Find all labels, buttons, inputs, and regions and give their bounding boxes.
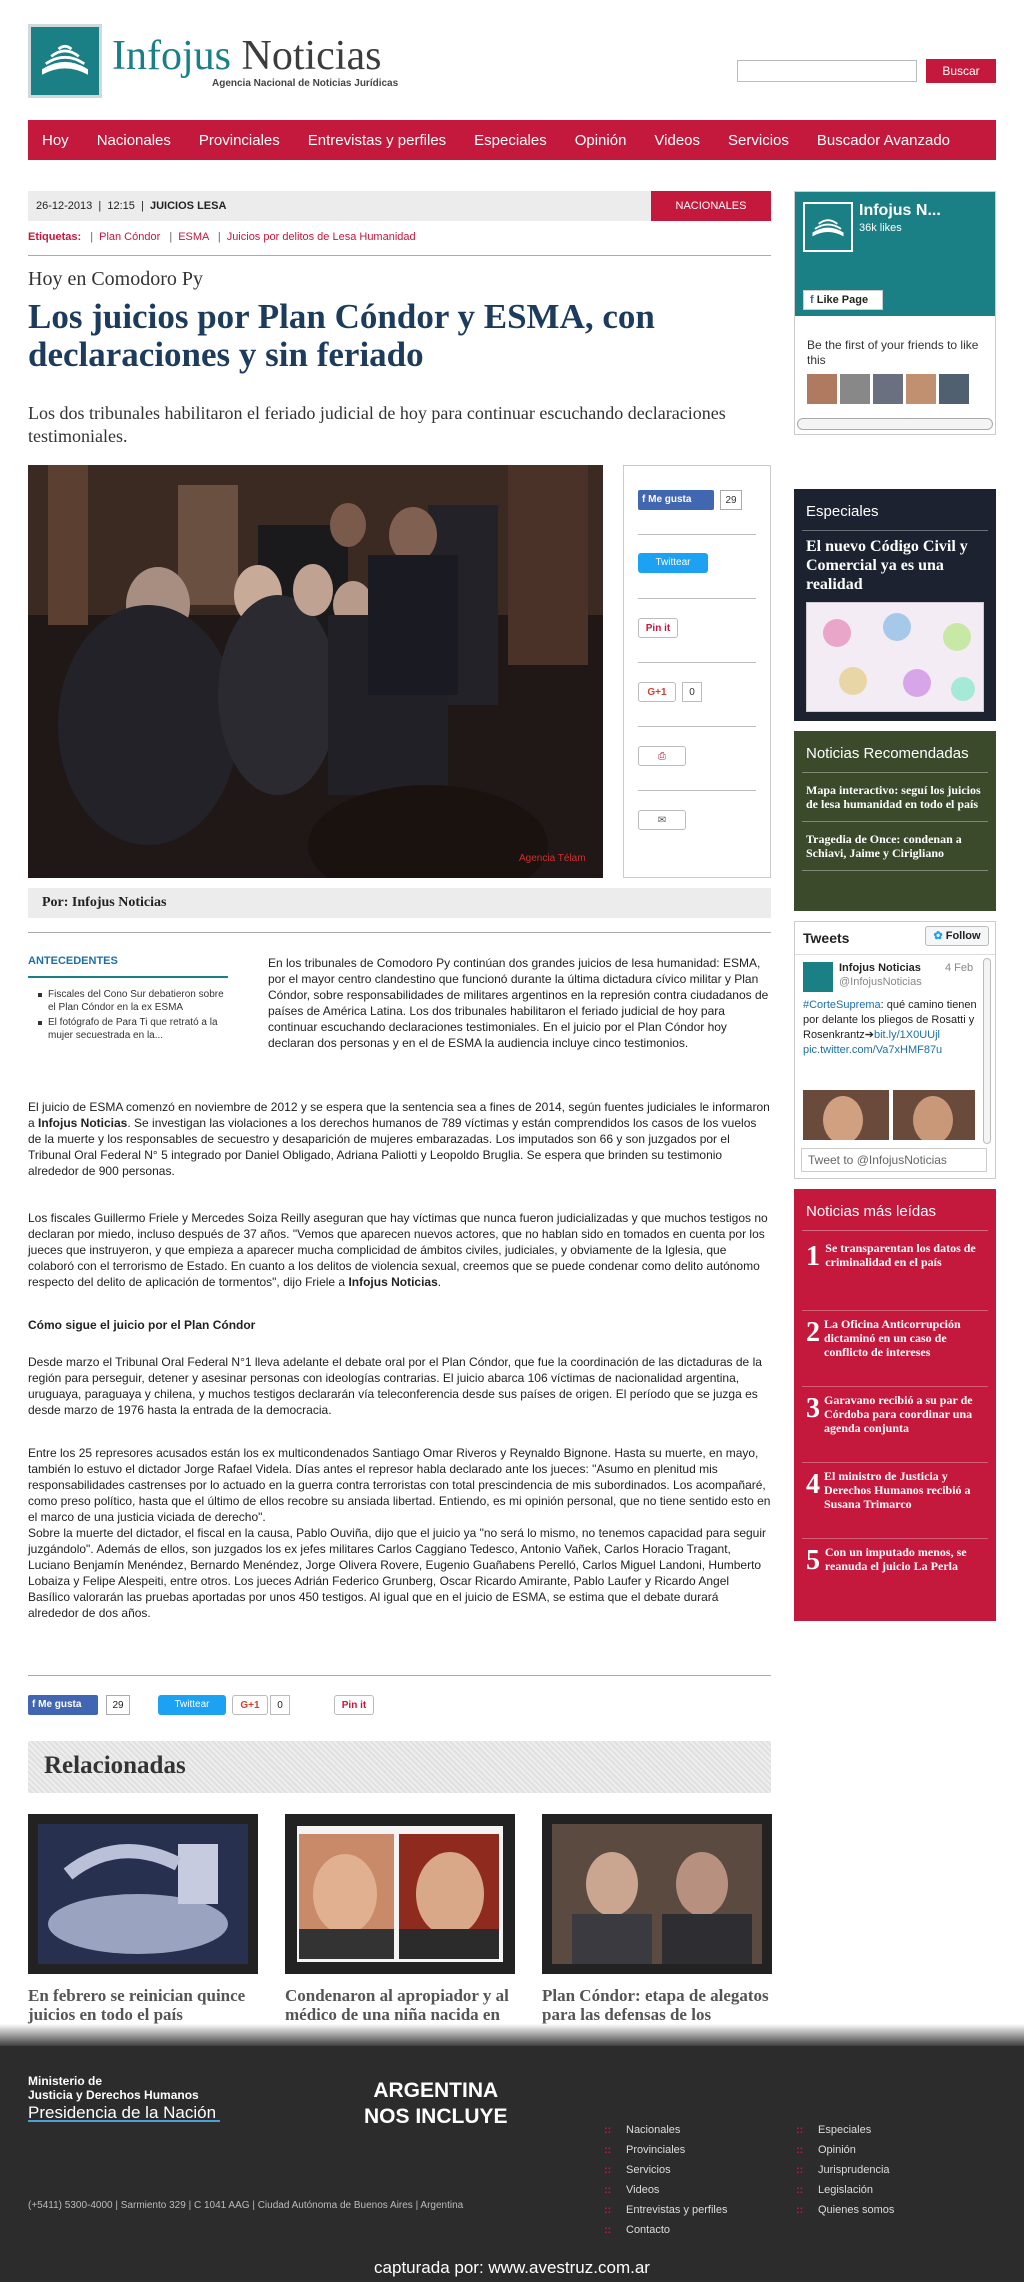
search-button[interactable]: Buscar <box>926 59 996 83</box>
tweet-hashtag[interactable]: #CorteSuprema <box>803 999 881 1011</box>
divider <box>802 530 988 531</box>
article-date: 26-12-2013 <box>36 200 93 212</box>
antecedente-link[interactable]: El fotógrafo de Para Ti que retrató a la mujer secuestrada en la... <box>38 1016 228 1042</box>
fb-friends-text: Be the first of your friends to like this <box>807 338 979 367</box>
ministry-line: Justicia y Derechos Humanos <box>28 2088 199 2102</box>
presidency-text: Presidencia de la Nación <box>28 2106 220 2122</box>
fb-like-page-label: Like Page <box>816 294 869 306</box>
mas-leidas-item[interactable] <box>802 1311 988 1387</box>
tweet-user[interactable]: Infojus Noticias <box>839 962 921 974</box>
brand-part-2: Noticias <box>231 33 382 79</box>
article-subheading: Cómo sigue el juicio por el Plan Cóndor <box>28 1318 256 1332</box>
footer-link[interactable]: :: Contacto <box>604 2224 670 2236</box>
footer-link[interactable]: :: Servicios <box>604 2164 671 2176</box>
fb-like-page-button[interactable] <box>803 290 883 310</box>
related-image[interactable] <box>285 1814 515 1974</box>
brand-name[interactable] <box>112 34 381 78</box>
footer <box>0 2046 1024 2282</box>
text-run: Los fiscales Guillermo Friele y Mercedes Soiza Reilly aseguran que hay víctimas que nunca fueron judicializadas y que muchos testigos no declaran por miedo, incluso después de 37 años. "Vemos que aparecen nuevos actores, que no hablan sido en tomados en cuenta por los jueces que instruyeron, y que empieza a aparecer mucha complicidad de ámbitos civiles, judiciales, y obviamente de la Iglesia, que colaboró con el terrorismo de Estado. En cuanto a los delitos de violencia sexual, creemos que se puede condenar como delito autónomo respecto del delito de aplicación de tormentos", dijo Friele a <box>28 1211 768 1289</box>
share-column <box>623 465 771 878</box>
vertical-scrollbar[interactable] <box>983 958 991 1144</box>
print-button[interactable] <box>638 746 686 766</box>
article-paragraph <box>28 1099 771 1179</box>
site-logo[interactable] <box>28 24 102 98</box>
related-image[interactable] <box>542 1814 772 1974</box>
recomendadas-title: Noticias Recomendadas <box>806 745 969 762</box>
book-logo-icon <box>31 27 99 95</box>
tags-row: Etiquetas: | Plan Cóndor | ESMA | Juicios por delitos de Lesa Humanidad <box>28 231 416 243</box>
especiales-headline[interactable]: El nuevo Código Civil y Comercial ya es una realidad <box>806 538 968 593</box>
mas-leidas-link[interactable]: Garavano recibió a su par de Córdoba para coordinar una agenda conjunta <box>824 1393 973 1435</box>
mas-leidas-link[interactable]: Se transparentan los datos de criminalidad en el país <box>825 1241 976 1269</box>
tweets-title: Tweets <box>803 930 850 946</box>
argentina-logo <box>364 2078 508 2130</box>
tweet-link[interactable]: bit.ly/1X0UUjl <box>873 1029 940 1041</box>
related-link[interactable]: Plan Cóndor: etapa de alegatos para las defensas de los <box>542 1986 769 2024</box>
tweet-text: : qué camino tienen por delante los pliegos de Rosatti y Rosenkrantz➔ <box>803 999 977 1041</box>
main-nav <box>28 120 996 160</box>
text-run: . Se investigan las violaciones a los derechos humanos de 789 víctimas y están comprendidos los casos de los vuelos de la muerte y los responsables de secuestro y desaparición de mujeres embarazadas. Los imputados son 66 y son juzgados por el Tribunal Oral Federal N° 5 integrado por Daniel Obligado, Adriana Paliotti y Leopoldo Bruglia. Se espera que brinden su testimonio alrededor de 900 personas. <box>28 1116 757 1178</box>
divider <box>802 772 988 773</box>
recomendada-link[interactable]: Mapa interactivo: seguí los juicios de lesa humanidad en todo el país <box>806 783 981 811</box>
article-paragraph: Sobre la muerte del dictador, el fiscal en la causa, Pablo Ouviña, dijo que el juicio ya "no será lo mismo, no tenemos capacidad para seguir juzgándolo". Además de ellos, son juzgados los ex jefes militares Carlos Caggiano Tedesco, Antonio Vañek, Carlos Horacio Tragant, Luciano Benjamín Menéndez, Bernardo Menéndez, Jorge Olivera Rovere, Eugenio Guañabens Perelló, Carlos Miguel Landoni, Humberto Lobaiza y Felipe Alespeiti, entre otros. Los jueces Adrián Federico Grunberg, Oscar Ricardo Amirante, Pablo Laufer y Ricardo Angel Basílico valorarán las pruebas aportadas por unos 450 testigos. Al igual que en el juicio de ESMA, se estima que el debate durará alrededor de dos años. <box>28 1526 767 1620</box>
divider <box>802 821 988 822</box>
divider <box>802 1230 988 1231</box>
footer-link[interactable]: :: Especiales <box>796 2124 871 2136</box>
tweet-date: 4 Feb <box>945 962 974 974</box>
facebook-like-label: Me gusta <box>38 1699 82 1710</box>
page-avatar <box>803 202 853 252</box>
facebook-like-label: Me gusta <box>648 494 692 505</box>
facebook-page-widget <box>794 191 996 435</box>
mas-leidas-link[interactable]: El ministro de Justicia y Derechos Humanos recibió a Susana Trimarco <box>824 1469 971 1511</box>
footer-link[interactable]: :: Entrevistas y perfiles <box>604 2204 727 2216</box>
avatar <box>803 962 833 992</box>
search-input[interactable] <box>737 60 917 82</box>
rank-number: 2 <box>806 1317 820 1348</box>
footer-link[interactable]: :: Jurisprudencia <box>796 2164 890 2176</box>
tweet-image[interactable] <box>803 1090 975 1140</box>
divider <box>802 870 988 871</box>
tags-label: Etiquetas: <box>28 231 82 243</box>
antecedentes-list <box>38 988 228 1044</box>
tweet-compose-input[interactable]: Tweet to @InfojusNoticias <box>801 1148 987 1172</box>
related-link[interactable]: Condenaron al apropiador y al médico de una niña nacida en <box>285 1986 509 2024</box>
mas-leidas-item[interactable] <box>802 1235 988 1311</box>
facebook-like-button[interactable] <box>638 490 714 510</box>
argentina-line: NOS INCLUYE <box>364 2105 508 2128</box>
tag-link[interactable]: ESMA <box>178 231 209 243</box>
divider <box>795 954 995 955</box>
article-lead: Los dos tribunales habilitaron el feriado judicial de hoy para continuar escuchando declaraciones testimoniales. <box>28 403 726 446</box>
article-headline: Los juicios por Plan Cóndor y ESMA, con declaraciones y sin feriado <box>28 297 655 374</box>
footer-link[interactable]: :: Opinión <box>796 2144 856 2156</box>
footer-address: (+5411) 5300-4000 | Sarmiento 329 | C 1041 AAG | Ciudad Autónoma de Buenos Aires | Argentina <box>28 2200 464 2211</box>
facebook-icon: f <box>810 294 817 306</box>
twitter-follow-button[interactable] <box>925 926 989 946</box>
nav-item-hoy[interactable]: Hoy <box>42 131 69 149</box>
related-link[interactable]: En febrero se reinician quince juicios en todo el país <box>28 1986 246 2024</box>
mas-leidas-link[interactable]: Con un imputado menos, se reanuda el juicio La Perla <box>824 1545 967 1573</box>
article-paragraph: Desde marzo el Tribunal Oral Federal N°1 lleva adelante el debate oral por el Plan Cóndor, que fue la coordinación de las dictaduras de la región para perseguir, detener y asesinar personas con ideologías contrarias. El juicio abarca 106 víctimas de nacionalidad argentina, uruguaya, paraguaya y chilena, y muchos testigos declararán vía teleconferencia desde sus países de origen. El período que se juzga es desde marzo de 1976 hasta la entrada de la democracia. <box>28 1355 762 1417</box>
divider <box>28 1675 771 1676</box>
author-bar: Por: Infojus Noticias <box>28 888 771 918</box>
especiales-title: Especiales <box>806 503 879 520</box>
google-plus-count: 0 <box>682 682 702 702</box>
tag-link[interactable]: Plan Cóndor <box>99 231 161 243</box>
argentina-line: ARGENTINA <box>373 2079 499 2102</box>
especiales-image[interactable] <box>806 602 984 712</box>
nav-item-buscador[interactable]: Buscador Avanzado <box>816 131 951 149</box>
horizontal-scrollbar[interactable] <box>797 418 993 430</box>
rank-number: 3 <box>806 1393 820 1424</box>
divider <box>638 662 756 663</box>
envelope-icon: ✉ <box>657 815 667 826</box>
divider <box>28 976 228 978</box>
google-plus-button[interactable]: G+1 <box>638 682 676 702</box>
google-plus-button-bottom[interactable]: G+1 <box>232 1695 268 1715</box>
twitter-share-button[interactable]: Twittear <box>638 553 708 573</box>
article-paragraph <box>28 1210 771 1290</box>
mas-leidas-item[interactable] <box>802 1463 988 1539</box>
tweet-handle: @InfojusNoticias <box>839 976 922 988</box>
footer-link[interactable]: :: Videos <box>604 2184 659 2196</box>
mas-leidas-title: Noticias más leídas <box>806 1203 937 1220</box>
related-image[interactable] <box>28 1814 258 1974</box>
section-badge[interactable]: NACIONALES <box>651 191 771 221</box>
article-kicker: Hoy en Comodoro Py <box>28 268 203 290</box>
article-category: JUICIOS LESA <box>150 200 227 212</box>
divider <box>28 255 771 256</box>
footer-link[interactable]: :: Quienes somos <box>796 2204 894 2216</box>
ministry-logo[interactable] <box>28 2074 220 2122</box>
text-run-bold: Infojus Noticias <box>38 1116 128 1130</box>
footer-link[interactable]: :: Legislación <box>796 2184 873 2196</box>
fb-likes: 36k likes <box>859 222 902 234</box>
nav-item-opinion[interactable]: Opinión <box>574 131 627 149</box>
twitter-bird-icon: ✿ <box>933 930 946 942</box>
footer-link[interactable]: :: Nacionales <box>604 2124 680 2136</box>
nav-item-servicios[interactable]: Servicios <box>728 131 789 149</box>
ministry-line: Ministerio de <box>28 2074 103 2088</box>
article-intro: En los tribunales de Comodoro Py continúan dos grandes juicios de lesa humanidad: ESMA, por el mayor centro clandestino que funcionó durante la última dictadura cívico militar y Plan Cóndor, sobre responsabilidades de militares argentinos en la represión contra ciudadanos de países de América Latina. Los dos tribunales habilitaron el feriado judicial de hoy para continuar escuchando declaraciones testimoniales. En el juicio por el Plan Cóndor hoy declaran dos personas y en el de ESMA la audiencia incluye cinco testimonios. <box>268 956 769 1050</box>
facebook-like-count: 29 <box>106 1695 130 1715</box>
mas-leidas-item[interactable] <box>802 1387 988 1463</box>
text-run: El juicio de ESMA comenzó en noviembre de 2012 y se espera que la sentencia sea a fines de 2014, según fuentes judiciales le informaron a <box>28 1100 770 1130</box>
nav-item-entrevistas[interactable]: Entrevistas y perfiles <box>307 131 447 149</box>
divider <box>638 790 756 791</box>
printer-icon: ⎙ <box>658 751 666 762</box>
google-plus-count: 0 <box>270 1695 290 1715</box>
related-title: Relacionadas <box>44 1752 186 1779</box>
facebook-icon: f <box>32 1699 39 1710</box>
recomendada-link[interactable]: Tragedia de Once: condenan a Schiavi, Jaime y Cirigliano <box>806 832 962 860</box>
article-photo <box>28 465 603 878</box>
nav-item-provinciales[interactable]: Provinciales <box>198 131 280 149</box>
divider <box>638 534 756 535</box>
pinterest-button[interactable]: Pin it <box>638 618 678 638</box>
divider <box>638 598 756 599</box>
brand-subtitle: Agencia Nacional de Noticias Jurídicas <box>212 78 399 89</box>
tag-link[interactable]: Juicios por delitos de Lesa Humanidad <box>226 231 416 243</box>
rank-number: 4 <box>806 1469 820 1500</box>
antecedentes-title: ANTECEDENTES <box>28 955 118 967</box>
recomendadas-box <box>794 731 996 911</box>
facebook-like-button-bottom[interactable] <box>28 1695 98 1715</box>
mas-leidas-box <box>794 1189 996 1621</box>
especiales-box <box>794 489 996 721</box>
capture-credit: capturada por: www.avestruz.com.ar <box>374 2258 650 2277</box>
divider <box>638 726 756 727</box>
text-run-bold: Infojus Noticias <box>348 1275 438 1289</box>
photo-credit: Agencia Télam <box>519 853 586 864</box>
footer-link[interactable]: :: Provinciales <box>604 2144 685 2156</box>
twitter-share-button-bottom[interactable]: Twittear <box>158 1695 226 1715</box>
tweet-body <box>803 998 983 1058</box>
mas-leidas-link[interactable]: La Oficina Anticorrupción dictaminó en un caso de conflicto de intereses <box>824 1317 961 1359</box>
article-paragraph: Entre los 25 represores acusados están los ex multicondenados Santiago Omar Riveros y Reynaldo Bignone. Hasta su muerte, en mayo, también lo estuvo el dictador Jorge Rafael Videla. Días antes el represor habla declarado ante los jueces: "Asumo en plenitud mis responsabilidades castrenses por lo actuado en la guerra contra terroristas con total prescindencia de mis subordinados. Los acompañaré, como preso político, hasta que el último de ellos recobre su ansiada libertad. Entiendo, es mi opinión personal, que no tiene sentido esto en el marco de una justicia viciada de derecho". <box>28 1446 771 1524</box>
text-run: . <box>437 1275 442 1289</box>
avatar <box>807 374 837 404</box>
fb-page-name[interactable]: Infojus N... <box>859 202 941 219</box>
avatar <box>939 374 969 404</box>
follow-label: Follow <box>945 930 981 942</box>
fb-friend-avatars <box>807 374 969 404</box>
mas-leidas-item[interactable] <box>802 1539 988 1615</box>
facebook-like-count: 29 <box>720 490 742 510</box>
pinterest-button-bottom[interactable]: Pin it <box>334 1695 374 1715</box>
email-button[interactable] <box>638 810 686 830</box>
antecedente-link[interactable]: Fiscales del Cono Sur debatieron sobre el Plan Cóndor en la ex ESMA <box>38 988 228 1014</box>
rank-number: 5 <box>806 1545 820 1576</box>
avatar <box>840 374 870 404</box>
avatar <box>873 374 903 404</box>
twitter-widget <box>794 921 996 1179</box>
nav-item-videos[interactable]: Videos <box>654 131 701 149</box>
avatar <box>906 374 936 404</box>
facebook-icon: f <box>642 494 649 505</box>
tweet-link[interactable]: pic.twitter.com/Va7xHMF87u <box>803 1044 943 1056</box>
article-time: 12:15 <box>107 200 135 212</box>
rank-number: 1 <box>806 1241 820 1272</box>
divider <box>28 932 771 933</box>
nav-item-nacionales[interactable]: Nacionales <box>96 131 171 149</box>
footer-shadow <box>0 2024 1024 2048</box>
nav-item-especiales[interactable]: Especiales <box>474 131 547 149</box>
article-meta-bar: 26-12-2013 | 12:15 | JUICIOS LESA <box>28 191 651 221</box>
brand-part-1: Infojus <box>112 33 231 79</box>
